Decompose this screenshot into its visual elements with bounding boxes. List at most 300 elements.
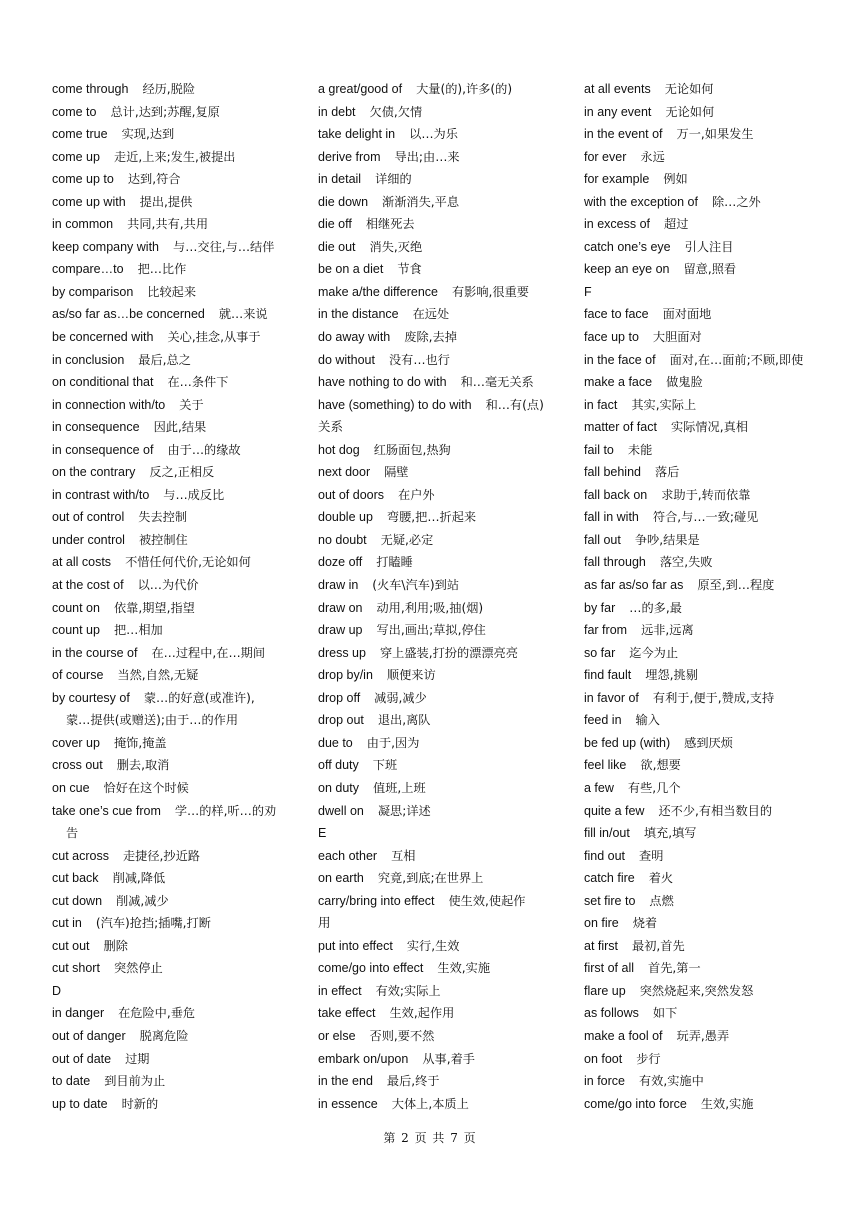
definition: 互相 xyxy=(391,848,416,863)
vocab-entry xyxy=(584,732,829,755)
phrase: dwell on xyxy=(318,803,364,818)
vocab-entry xyxy=(318,551,568,574)
definition: 如下 xyxy=(652,1006,678,1021)
phrase: cover up xyxy=(52,735,100,750)
definition: 打瞌睡 xyxy=(376,555,413,570)
vocab-entry xyxy=(318,1002,568,1025)
phrase: at all events xyxy=(584,82,651,96)
vocab-entry xyxy=(584,845,829,868)
vocab-entry xyxy=(318,845,568,868)
definition: 有效;实际上 xyxy=(375,983,441,998)
definition: 关于 xyxy=(179,397,204,412)
definition: 未能 xyxy=(627,442,653,457)
definition: 无疑,必定 xyxy=(380,532,434,547)
phrase: make a face xyxy=(584,375,653,390)
definition: 详细的 xyxy=(375,172,412,187)
definition: 凝思;详述 xyxy=(377,803,431,818)
phrase: be concerned with xyxy=(52,330,154,345)
phrase: in excess of xyxy=(584,217,651,232)
phrase: under control xyxy=(52,532,125,547)
vocab-entry xyxy=(318,1025,568,1048)
vocab-entry xyxy=(584,551,829,574)
definition: 烧着 xyxy=(632,916,658,931)
vocab-entry xyxy=(52,1070,302,1093)
phrase: in the event of xyxy=(584,127,663,142)
vocab-entry xyxy=(318,326,568,349)
vocab-entry xyxy=(584,484,829,507)
phrase: come up xyxy=(52,149,100,164)
phrase: draw up xyxy=(318,623,363,638)
definition: 争吵,结果是 xyxy=(634,532,700,547)
phrase: D xyxy=(52,983,62,998)
vocab-entry xyxy=(318,800,568,823)
phrase: on fire xyxy=(584,916,619,931)
phrase: keep an eye on xyxy=(584,262,670,277)
vocab-entry xyxy=(584,619,829,642)
vocab-entry xyxy=(584,1048,829,1071)
phrase: in consequence xyxy=(52,420,140,435)
phrase: in the face of xyxy=(584,352,656,367)
vocab-entry xyxy=(52,574,302,597)
phrase: come up to xyxy=(52,172,114,187)
vocab-entry xyxy=(318,935,568,958)
definition: 在远处 xyxy=(412,307,450,322)
vocab-entry xyxy=(584,101,829,124)
definition: 着火 xyxy=(648,871,674,886)
phrase: up to date xyxy=(52,1096,108,1111)
vocab-entry xyxy=(52,146,302,169)
definition: 实行,生效 xyxy=(406,938,460,953)
definition: 实现,达到 xyxy=(121,127,175,142)
definition: 感到厌烦 xyxy=(684,735,733,750)
definition: 节食 xyxy=(397,262,422,277)
vocab-entry xyxy=(52,484,302,507)
vocab-entry xyxy=(584,664,829,687)
definition: 填充,填写 xyxy=(643,826,697,841)
phrase: on conditional that xyxy=(52,375,154,390)
definition: 原至,到…程度 xyxy=(697,578,775,593)
definition: 蒙…的好意(或准许), xyxy=(143,690,255,705)
vocab-entry xyxy=(52,123,302,146)
vocab-entry xyxy=(584,597,829,620)
vocab-entry xyxy=(584,236,829,259)
definition: 过期 xyxy=(125,1051,150,1066)
phrase: draw in xyxy=(318,578,359,593)
vocab-entry xyxy=(584,416,829,439)
phrase: dress up xyxy=(318,645,366,660)
vocab-entry xyxy=(318,191,568,214)
definition: 值班,上班 xyxy=(373,780,426,795)
vocab-entry xyxy=(318,123,568,146)
vocab-entry xyxy=(318,349,568,372)
definition: 走捷径,抄近路 xyxy=(122,848,200,863)
phrase: out of control xyxy=(52,510,125,525)
vocab-entry xyxy=(318,1048,568,1071)
column-3 xyxy=(584,78,829,1115)
phrase: embark on/upon xyxy=(318,1051,409,1066)
definition: 弯腰,把…折起来 xyxy=(386,510,477,525)
phrase: make a/the difference xyxy=(318,284,438,299)
vocab-entry xyxy=(584,258,829,281)
definition: 反之,正相反 xyxy=(149,465,215,480)
definition: 最后,总之 xyxy=(138,352,191,367)
definition: 以…为代价 xyxy=(137,578,199,593)
vocab-entry xyxy=(52,619,302,642)
phrase: E xyxy=(318,826,327,841)
phrase: have (something) to do with xyxy=(318,397,472,412)
vocab-entry xyxy=(584,281,829,304)
definition: 在户外 xyxy=(398,487,435,502)
phrase: on the contrary xyxy=(52,465,136,480)
vocab-entry xyxy=(584,439,829,462)
column-2 xyxy=(318,78,568,1115)
definition: 脱离危险 xyxy=(139,1028,189,1043)
vocab-entry xyxy=(584,1025,829,1048)
vocab-entry xyxy=(52,800,302,823)
vocab-entry xyxy=(52,890,302,913)
definition: 掩饰,掩盖 xyxy=(113,735,167,750)
vocab-entry xyxy=(584,303,829,326)
definition: 欠债,欠情 xyxy=(369,104,423,119)
phrase: set fire to xyxy=(584,893,636,908)
vocab-entry xyxy=(52,371,302,394)
definition: 被控制住 xyxy=(138,532,188,547)
phrase: flare up xyxy=(584,983,626,998)
phrase: on cue xyxy=(52,780,90,795)
definition: 大体上,本质上 xyxy=(391,1096,469,1111)
definition: 留意,照看 xyxy=(683,262,737,277)
definition: 无论如何 xyxy=(664,82,714,96)
definition: 究竟,到底;在世界上 xyxy=(377,871,484,886)
vocab-entry xyxy=(318,957,568,980)
definition: 不惜任何代价,无论如何 xyxy=(125,555,251,570)
definition: 达到,符合 xyxy=(127,172,181,187)
definition: 导出;由…来 xyxy=(394,149,460,164)
vocab-entry xyxy=(584,394,829,417)
vocab-entry xyxy=(52,191,302,214)
phrase: doze off xyxy=(318,555,363,570)
definition: 生效,起作用 xyxy=(389,1006,455,1021)
phrase: in any event xyxy=(584,104,652,119)
phrase: in contrast with/to xyxy=(52,487,150,502)
phrase: take effect xyxy=(318,1006,376,1021)
vocab-entry xyxy=(52,687,302,710)
phrase: compare…to xyxy=(52,262,124,277)
vocab-entry xyxy=(52,78,302,101)
definition: 大量(的),许多(的) xyxy=(416,82,513,96)
phrase: or else xyxy=(318,1028,356,1043)
definition: 突然停止 xyxy=(113,961,163,976)
phrase: catch fire xyxy=(584,871,635,886)
vocab-entry xyxy=(584,935,829,958)
vocab-entry xyxy=(318,101,568,124)
phrase: at all costs xyxy=(52,555,112,570)
vocab-entry xyxy=(318,506,568,529)
definition: 以…为乐 xyxy=(409,127,458,142)
phrase: of course xyxy=(52,668,104,683)
vocab-entry xyxy=(52,349,302,372)
phrase: each other xyxy=(318,848,378,863)
vocab-entry xyxy=(584,349,829,372)
column-1 xyxy=(52,78,302,1115)
definition: 除…之外 xyxy=(711,194,761,209)
vocab-entry xyxy=(584,371,829,394)
phrase: in favor of xyxy=(584,690,639,705)
vocab-entry xyxy=(318,303,568,326)
phrase: out of danger xyxy=(52,1028,126,1043)
vocab-entry xyxy=(584,461,829,484)
vocab-entry xyxy=(584,687,829,710)
phrase: fall out xyxy=(584,532,621,547)
phrase: in the distance xyxy=(318,307,399,322)
vocab-entry xyxy=(318,371,568,394)
phrase: fall through xyxy=(584,555,646,570)
vocab-entry xyxy=(52,461,302,484)
phrase: do without xyxy=(318,352,375,367)
phrase: in essence xyxy=(318,1096,378,1111)
definition: 最后,终于 xyxy=(386,1074,440,1089)
phrase: in common xyxy=(52,217,114,232)
definition: 落空,失败 xyxy=(659,555,713,570)
vocab-entry xyxy=(318,416,568,439)
definition: 有效,实施中 xyxy=(639,1074,704,1089)
vocab-entry xyxy=(52,236,302,259)
vocab-entry xyxy=(52,1025,302,1048)
phrase: fall in with xyxy=(584,510,639,525)
phrase: so far xyxy=(584,645,616,660)
vocab-entry xyxy=(584,168,829,191)
vocab-entry xyxy=(318,912,568,935)
phrase: drop by/in xyxy=(318,668,373,683)
definition: 失去控制 xyxy=(138,510,188,525)
definition: 相继死去 xyxy=(365,217,415,232)
phrase: come/go into effect xyxy=(318,961,424,976)
definition: 永远 xyxy=(640,149,665,164)
phrase: count up xyxy=(52,623,100,638)
definition: 总计,达到;苏醒,复原 xyxy=(110,104,220,119)
definition: 迄今为止 xyxy=(629,645,679,660)
phrase: in connection with/to xyxy=(52,397,166,412)
vocab-entry xyxy=(584,123,829,146)
definition: 写出,画出;草拟,停住 xyxy=(376,623,486,638)
vocab-entry xyxy=(52,642,302,665)
vocab-entry xyxy=(52,506,302,529)
definition: 生效,实施 xyxy=(700,1096,754,1111)
phrase: in the end xyxy=(318,1074,373,1089)
vocab-entry xyxy=(318,394,568,417)
vocab-entry xyxy=(318,281,568,304)
vocab-entry xyxy=(52,912,302,935)
definition: 关心,挂念,从事于 xyxy=(167,330,261,345)
definition: 把…相加 xyxy=(113,623,163,638)
vocab-entry xyxy=(52,551,302,574)
phrase: catch one’s eye xyxy=(584,239,671,254)
vocab-entry xyxy=(584,980,829,1003)
definition: 求助于,转而依靠 xyxy=(661,487,751,502)
vocab-entry xyxy=(52,867,302,890)
vocab-entry xyxy=(52,168,302,191)
phrase: have nothing to do with xyxy=(318,375,447,390)
definition: 顺便来访 xyxy=(386,668,436,683)
phrase: by comparison xyxy=(52,284,134,299)
definition: 落后 xyxy=(655,465,680,480)
phrase: on earth xyxy=(318,871,364,886)
vocab-entry xyxy=(318,168,568,191)
phrase: no doubt xyxy=(318,532,367,547)
vocab-entry xyxy=(584,1002,829,1025)
definition: 把…比作 xyxy=(137,262,187,277)
definition: 走近,上来;发生,被提出 xyxy=(113,149,236,164)
phrase: in debt xyxy=(318,104,356,119)
vocab-entry xyxy=(318,1070,568,1093)
phrase: in danger xyxy=(52,1006,105,1021)
vocab-entry xyxy=(52,529,302,552)
phrase: far from xyxy=(584,623,628,638)
vocab-entry xyxy=(52,935,302,958)
vocab-entry xyxy=(584,642,829,665)
phrase: find out xyxy=(584,848,626,863)
vocab-entry xyxy=(52,258,302,281)
phrase: to date xyxy=(52,1074,91,1089)
vocab-entry xyxy=(52,980,302,1003)
definition: 步行 xyxy=(636,1051,661,1066)
definition: (汽车)抢挡;插嘴,打断 xyxy=(95,916,211,931)
phrase: fall behind xyxy=(584,465,641,480)
definition: 有利于,便于,赞成,支持 xyxy=(652,690,775,705)
phrase: come to xyxy=(52,104,97,119)
phrase: 用 xyxy=(318,916,331,931)
vocab-entry xyxy=(584,709,829,732)
phrase: 关系 xyxy=(318,420,344,435)
vocab-entry xyxy=(318,687,568,710)
definition: 点燃 xyxy=(649,893,674,908)
phrase: fail to xyxy=(584,442,614,457)
definition: 削减,减少 xyxy=(116,893,169,908)
phrase: be on a diet xyxy=(318,262,384,277)
phrase: be fed up (with) xyxy=(584,735,671,750)
phrase: for example xyxy=(584,172,650,187)
vocab-entry xyxy=(318,574,568,597)
vocab-entry xyxy=(52,1002,302,1025)
definition: 还不少,有相当数目的 xyxy=(658,803,773,818)
vocab-entry xyxy=(318,236,568,259)
vocab-entry xyxy=(318,1093,568,1116)
phrase: take delight in xyxy=(318,127,396,142)
phrase: carry/bring into effect xyxy=(318,893,435,908)
vocab-entry xyxy=(318,664,568,687)
vocab-entry xyxy=(52,597,302,620)
definition: 红肠面包,热狗 xyxy=(373,442,451,457)
definition: 玩弄,愚弄 xyxy=(676,1028,730,1043)
definition: 共同,共有,共用 xyxy=(127,217,209,232)
definition: 废除,去掉 xyxy=(404,330,457,345)
vocab-entry xyxy=(318,213,568,236)
vocab-entry xyxy=(318,597,568,620)
phrase: hot dog xyxy=(318,442,360,457)
phrase: make a fool of xyxy=(584,1028,663,1043)
vocab-entry xyxy=(584,867,829,890)
definition: 经历,脱险 xyxy=(142,82,196,96)
phrase: by courtesy of xyxy=(52,690,130,705)
definition: 首先,第一 xyxy=(648,961,701,976)
definition: 动用,利用;吸,抽(烟) xyxy=(376,600,484,615)
phrase: out of doors xyxy=(318,487,385,502)
definition: 面对面地 xyxy=(662,307,712,322)
phrase: at first xyxy=(584,938,619,953)
definition: 删去,取消 xyxy=(116,758,170,773)
vocab-entry xyxy=(318,258,568,281)
definition: 实际情况,真相 xyxy=(670,420,748,435)
phrase: in detail xyxy=(318,172,362,187)
phrase: draw on xyxy=(318,600,363,615)
definition: 与…交往,与…结伴 xyxy=(173,239,275,254)
definition: 有影响,很重要 xyxy=(451,284,529,299)
definition: 最初,首先 xyxy=(632,938,685,953)
vocab-entry xyxy=(52,709,302,732)
definition: 告 xyxy=(66,826,79,841)
vocab-entry xyxy=(584,529,829,552)
vocab-entry xyxy=(584,890,829,913)
vocab-entry xyxy=(318,890,568,913)
phrase: feed in xyxy=(584,713,622,728)
vocab-entry xyxy=(318,709,568,732)
phrase: out of date xyxy=(52,1051,112,1066)
definition: 大胆面对 xyxy=(652,330,702,345)
definition: 减弱,减少 xyxy=(374,690,427,705)
phrase: come/go into force xyxy=(584,1096,687,1111)
phrase: face to face xyxy=(584,307,649,322)
phrase: matter of fact xyxy=(584,420,657,435)
definition: 从事,着手 xyxy=(422,1051,475,1066)
vocab-entry xyxy=(584,146,829,169)
phrase: keep company with xyxy=(52,239,160,254)
vocab-entry xyxy=(318,461,568,484)
definition: …的多,最 xyxy=(629,600,682,615)
definition: 穿上盛装,打扮的漂漂亮亮 xyxy=(379,645,518,660)
vocab-entry xyxy=(52,416,302,439)
phrase: in consequence of xyxy=(52,442,154,457)
phrase: as far as/so far as xyxy=(584,578,684,593)
definition: 就…来说 xyxy=(218,307,268,322)
definition: 欲,想要 xyxy=(640,758,681,773)
definition: 由于…的缘故 xyxy=(167,442,241,457)
definition: 无论如何 xyxy=(665,104,715,119)
phrase: take one’s cue from xyxy=(52,803,161,818)
definition: 到目前为止 xyxy=(104,1074,166,1089)
definition: 有些,几个 xyxy=(627,780,681,795)
phrase: fall back on xyxy=(584,487,648,502)
definition: 提出,提供 xyxy=(139,194,193,209)
definition: 依靠,期望,指望 xyxy=(113,600,195,615)
vocab-entry xyxy=(52,664,302,687)
phrase: count on xyxy=(52,600,100,615)
phrase: in force xyxy=(584,1074,625,1089)
vocab-entry xyxy=(318,732,568,755)
vocab-entry xyxy=(584,777,829,800)
phrase: drop out xyxy=(318,713,364,728)
vocab-entry xyxy=(52,281,302,304)
phrase: F xyxy=(584,284,592,299)
definition: 做鬼脸 xyxy=(666,375,703,390)
phrase: derive from xyxy=(318,149,381,164)
definition: 在危险中,垂危 xyxy=(118,1006,196,1021)
definition: 没有…也行 xyxy=(388,352,450,367)
definition: 时新的 xyxy=(121,1096,159,1111)
definition: (火车\汽车)到站 xyxy=(372,578,460,593)
phrase: on foot xyxy=(584,1051,623,1066)
phrase: as follows xyxy=(584,1006,639,1021)
definition: 面对,在…面前;不顾,即使 xyxy=(669,352,804,367)
